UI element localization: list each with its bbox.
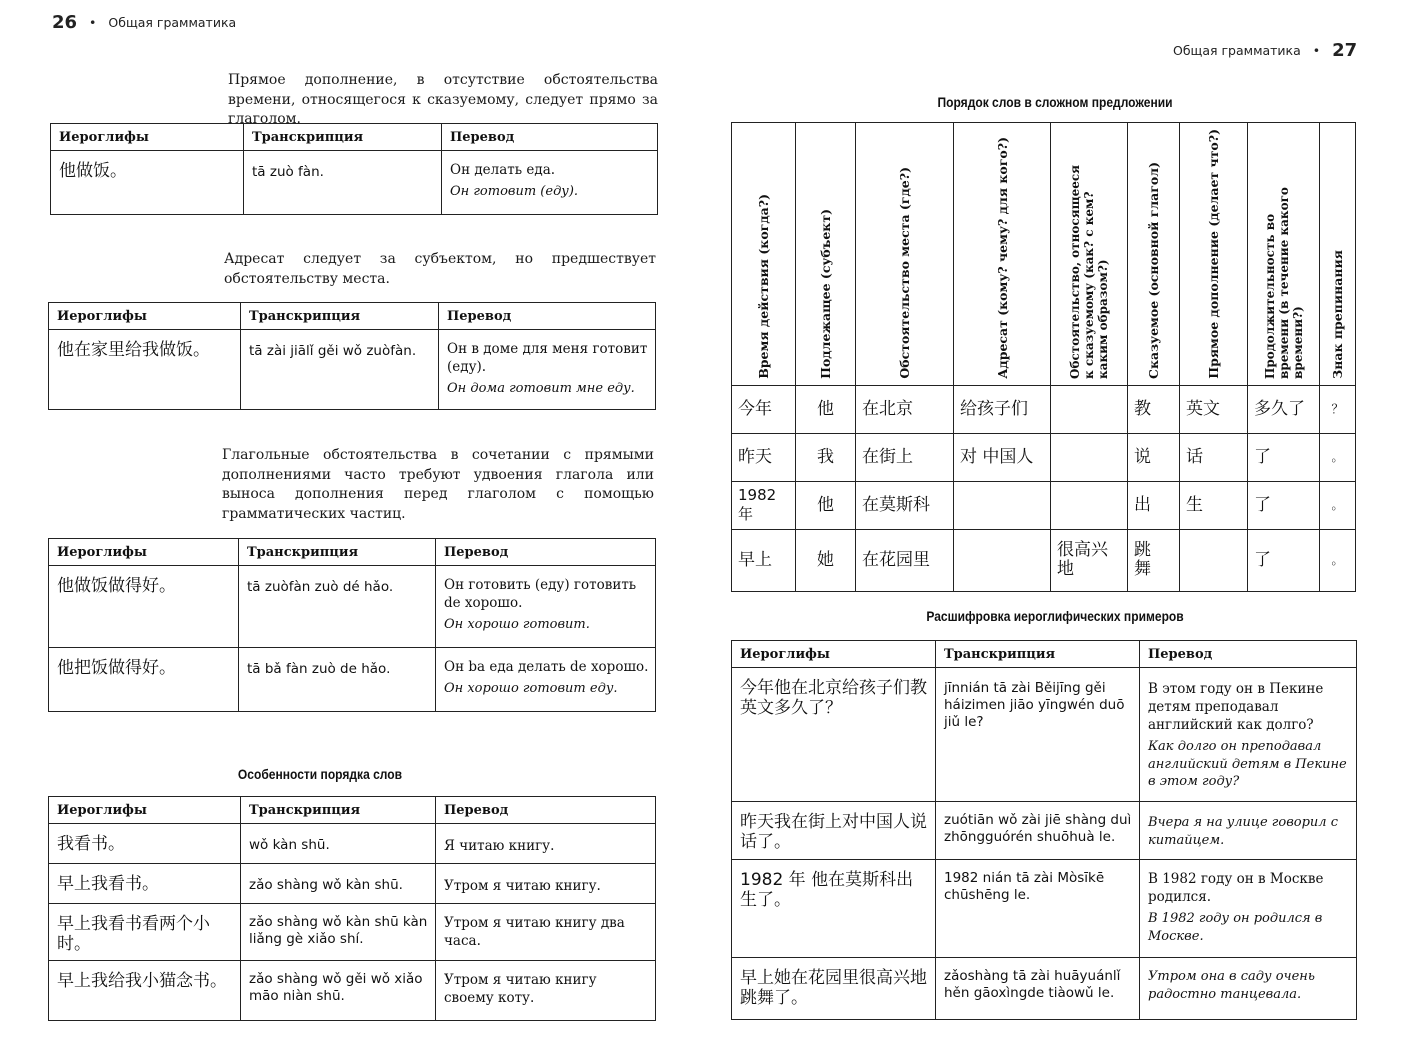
- col-header-translation: Перевод: [1140, 641, 1357, 668]
- literal-translation: Он готовить (еду) готовить de хорошо.: [444, 577, 637, 611]
- cell-predicate: 教: [1134, 398, 1151, 419]
- translation: Как долго он преподавал английский детям в Пекине в этом году?: [1148, 739, 1347, 789]
- word-order-table: [731, 122, 1356, 592]
- header-punctuation: Знак препинания: [1330, 249, 1345, 379]
- col-header-translation: Перевод: [442, 124, 658, 151]
- table-row: [732, 802, 1357, 860]
- cell-place: 在花园里: [862, 549, 930, 570]
- example-table-1: [50, 123, 658, 215]
- hanzi-cell: 他做饭。: [59, 161, 127, 181]
- pinyin-cell: 1982 nián tā zài Mòsīkē chūshēng le.: [944, 870, 1105, 903]
- hanzi-cell: 早上我看书看两个小时。: [57, 914, 210, 954]
- cell-duration: 了: [1254, 549, 1271, 570]
- pinyin-cell: jīnnián tā zài Běijīng gěi háizimen jiāo yīngwén duō jiǔ le?: [944, 680, 1125, 730]
- running-header-right: Общая грамматика • 27: [1173, 40, 1358, 61]
- cell-place: 在莫斯科: [862, 494, 930, 515]
- header-direct-object: Прямое дополнение (делает что?): [1206, 129, 1221, 379]
- hanzi-cell: 今年他在北京给孩子们教英文多久了？: [740, 678, 927, 718]
- cell-direct-object: 话: [1186, 446, 1203, 467]
- pinyin-cell: tā zài jiālǐ gěi wǒ zuòfàn.: [249, 343, 417, 359]
- hanzi-cell: 早上我给我小猫念书。: [57, 971, 227, 991]
- decode-table: [731, 640, 1357, 1020]
- translation: Утром я читаю книгу.: [444, 878, 601, 894]
- table-row: [732, 433, 1356, 481]
- hanzi-cell: 我看书。: [57, 834, 125, 854]
- col-header-translation: Перевод: [439, 303, 656, 330]
- cell-subject: 他: [817, 494, 834, 515]
- hanzi-cell: 早上她在花园里很高兴地跳舞了。: [740, 968, 927, 1008]
- pinyin-cell: zuótiān wǒ zài jiē shàng duì zhōngguórén shuōhuà le.: [944, 812, 1132, 845]
- col-header-pinyin: Транскрипция: [239, 539, 436, 566]
- col-header-hanzi: Иероглифы: [51, 124, 244, 151]
- cell-predicate: 跳舞: [1134, 540, 1151, 580]
- cell-place: 在街上: [862, 446, 913, 467]
- col-header-hanzi: Иероглифы: [732, 641, 936, 668]
- col-header-pinyin: Транскрипция: [936, 641, 1140, 668]
- right-page: [705, 0, 1407, 1045]
- example-table-2: [48, 302, 656, 410]
- table-row: [49, 648, 656, 712]
- left-page: [0, 0, 700, 1045]
- translation: Утром я читаю книгу два часа.: [444, 915, 625, 949]
- cell-duration: 多久了: [1254, 398, 1305, 419]
- pinyin-cell: tā zuò fàn.: [252, 164, 324, 180]
- table-row: [732, 385, 1356, 433]
- header-predicate: Сказуемое (основной глагол): [1146, 161, 1161, 379]
- cell-punctuation: 。: [1331, 449, 1344, 464]
- table-row: [49, 961, 656, 1021]
- translation: Он хорошо готовит.: [444, 617, 590, 632]
- header-adverbial: Обстоятельство, относящееся к сказуемому (как? с кем? каким образом?): [1068, 164, 1110, 379]
- cell-adverbial: 很高兴地: [1057, 540, 1108, 580]
- cell-time: 今年: [738, 398, 772, 419]
- header-addressee: Адресат (кому? чему? для кого?): [994, 136, 1010, 379]
- hanzi-cell: 他做饭做得好。: [57, 576, 176, 596]
- example-table-3: [48, 538, 656, 712]
- translation: В 1982 году он родился в Москве.: [1148, 911, 1323, 944]
- literal-translation: В 1982 году он в Москве родился.: [1148, 871, 1324, 905]
- table-row: [732, 668, 1357, 802]
- pinyin-cell: zǎo shàng wǒ gěi wǒ xiǎo māo niàn shū.: [249, 971, 423, 1004]
- section-title-word-order: Особенности порядка слов: [237, 766, 403, 782]
- hanzi-cell: 他把饭做得好。: [57, 658, 176, 678]
- intro-paragraph-2: Адресат следует за субъектом, но предшествует обстоятельству места.: [224, 251, 656, 287]
- pinyin-cell: tā bǎ fàn zuò de hǎo.: [247, 661, 391, 677]
- header-place: Обстоятельство места (где?): [897, 167, 912, 379]
- col-header-hanzi: Иероглифы: [49, 539, 239, 566]
- intro-paragraph-1: Прямое дополнение, в отсутствие обстоятельства времени, относящегося к сказуемому, следует прямо за глаголом.: [228, 72, 658, 127]
- table-row: [732, 958, 1357, 1020]
- hanzi-cell: 早上我看书。: [57, 874, 159, 894]
- col-header-hanzi: Иероглифы: [49, 797, 241, 824]
- word-order-examples-table: [48, 796, 656, 1021]
- pinyin-cell: zǎo shàng wǒ kàn shū kàn liǎng gè xiǎo shí.: [249, 914, 428, 947]
- section-title-decode: Расшифровка иероглифических примеров: [926, 608, 1184, 624]
- page-number: 27: [1332, 40, 1358, 61]
- table-row: [49, 566, 656, 648]
- cell-subject: 我: [817, 446, 834, 467]
- running-header-left: 26 • Общая грамматика: [52, 12, 237, 33]
- table-row: [49, 904, 656, 961]
- translation: Вчера я на улице говорил с китайцем.: [1148, 815, 1338, 848]
- intro-paragraph-3: Глагольные обстоятельства в сочетании с прямыми дополнениями часто требуют удвоения глагола или выноса дополнения перед глаголом с помощью грамматических частиц.: [222, 447, 654, 522]
- translation: Он готовит (еду).: [450, 184, 579, 199]
- table-row: [51, 151, 658, 215]
- cell-subject: 他: [817, 398, 834, 419]
- literal-translation: Он ba еда делать de хорошо.: [444, 659, 649, 675]
- section-title-complex-sentence: Порядок слов в сложном предложении: [937, 94, 1173, 110]
- running-title: Общая грамматика: [108, 15, 237, 30]
- literal-translation: Он в доме для меня готовит (еду).: [447, 341, 648, 375]
- header-subject: Подлежащее (субъект): [818, 208, 833, 379]
- page-number: 26: [52, 12, 78, 33]
- literal-translation: В этом году он в Пекине детям преподавал английский как долго?: [1148, 681, 1324, 733]
- word-order-header-row: [732, 123, 1356, 386]
- cell-predicate: 说: [1134, 446, 1151, 467]
- col-header-pinyin: Транскрипция: [244, 124, 442, 151]
- hanzi-cell: 昨天我在街上对中国人说话了。: [740, 812, 927, 852]
- table-row: [732, 529, 1356, 591]
- cell-time: 1982年: [738, 486, 777, 524]
- cell-duration: 了: [1254, 446, 1271, 467]
- header-duration: Продолжительность во времени (в течение какого времени?): [1262, 186, 1305, 379]
- translation: Утром я читаю книгу своему коту.: [444, 972, 597, 1006]
- table-row: [732, 860, 1357, 958]
- cell-subject: 她: [817, 549, 834, 570]
- cell-place: 在北京: [862, 398, 913, 419]
- translation: Он дома готовит мне еду.: [447, 381, 635, 396]
- cell-punctuation: ？: [1331, 401, 1344, 416]
- running-title: Общая грамматика: [1173, 43, 1301, 58]
- col-header-pinyin: Транскрипция: [241, 797, 436, 824]
- pinyin-cell: wǒ kàn shū.: [249, 837, 330, 853]
- table-row: [732, 481, 1356, 529]
- hanzi-cell: 1982 年 他在莫斯科出生了。: [740, 870, 914, 910]
- table-row: [49, 824, 656, 864]
- cell-time: 早上: [738, 549, 772, 570]
- table-row: [49, 330, 656, 410]
- translation: Он хорошо готовит еду.: [444, 681, 618, 696]
- pinyin-cell: zǎoshàng tā zài huāyuánlǐ hěn gāoxìngde tiàowǔ le.: [944, 968, 1121, 1001]
- cell-addressee: 给孩子们: [960, 398, 1028, 419]
- header-time: Время действия (когда?): [756, 193, 771, 379]
- pinyin-cell: zǎo shàng wǒ kàn shū.: [249, 877, 403, 893]
- cell-punctuation: 。: [1331, 552, 1344, 567]
- translation: Я читаю книгу.: [444, 838, 555, 854]
- cell-punctuation: 。: [1331, 497, 1344, 512]
- cell-addressee: 对 中国人: [960, 446, 1034, 467]
- cell-predicate: 出: [1134, 494, 1151, 515]
- hanzi-cell: 他在家里给我做饭。: [57, 340, 210, 360]
- col-header-translation: Перевод: [436, 797, 656, 824]
- cell-duration: 了: [1254, 494, 1271, 515]
- cell-time: 昨天: [738, 446, 772, 467]
- literal-translation: Он делать еда.: [450, 162, 556, 178]
- col-header-hanzi: Иероглифы: [49, 303, 241, 330]
- col-header-pinyin: Транскрипция: [241, 303, 439, 330]
- cell-direct-object: 英文: [1186, 398, 1220, 419]
- col-header-translation: Перевод: [436, 539, 656, 566]
- table-row: [49, 864, 656, 904]
- translation: Утром она в саду очень радостно танцевала.: [1148, 969, 1315, 1002]
- cell-direct-object: 生: [1186, 494, 1203, 515]
- pinyin-cell: tā zuòfàn zuò dé hǎo.: [247, 579, 394, 595]
